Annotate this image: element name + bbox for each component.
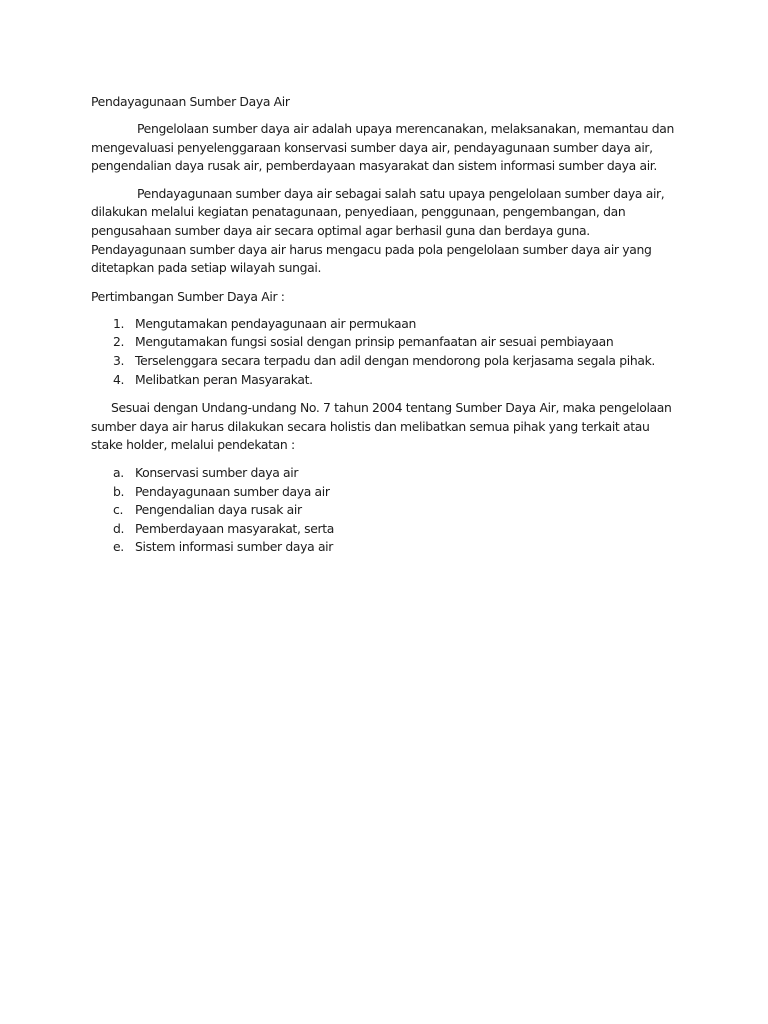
paragraph-text: Sesuai dengan Undang-undang No. 7 tahun 2004 tentang Sumber Daya Air, maka pengelolaan sumber daya air harus dilakukan secara holistis dan melibatkan semua pihak yang terkait atau stake holder, melalui pendekatan :: [91, 400, 672, 453]
list-item-text: Pengendalian daya rusak air: [135, 502, 302, 518]
lettered-list: [91, 464, 681, 557]
paragraph-pengelolaan: [91, 120, 681, 176]
list-item: [91, 538, 681, 557]
list-item: [91, 333, 681, 352]
list-marker: e.: [113, 539, 124, 555]
list-item-text: Pemberdayaan masyarakat, serta: [135, 520, 334, 536]
list-item-text: Pendayagunaan sumber daya air: [135, 483, 330, 499]
list-item-text: Melibatkan peran Masyarakat.: [135, 371, 313, 387]
list-marker: d.: [113, 520, 125, 536]
list-marker: 1.: [113, 315, 125, 331]
document-body: [91, 92, 681, 567]
list-item-text: Konservasi sumber daya air: [135, 464, 299, 480]
paragraph-pendayagunaan: [91, 185, 681, 278]
list-item: [91, 464, 681, 483]
document-title: Pendayagunaan Sumber Daya Air: [91, 94, 290, 109]
list-marker: 4.: [113, 371, 125, 387]
list-item-text: Sistem informasi sumber daya air: [135, 539, 334, 555]
list-item: [91, 371, 681, 390]
paragraph-undang-undang: [91, 399, 681, 455]
list-item: [91, 315, 681, 334]
list-marker: 2.: [113, 334, 125, 350]
list-item: [91, 352, 681, 371]
list-marker: a.: [113, 464, 124, 480]
list-item: [91, 501, 681, 520]
paragraph-text: Pengelolaan sumber daya air adalah upaya merencanakan, melaksanakan, memantau dan mengevaluasi penyelenggaraan konservasi sumber daya air, pendayagunaan sumber daya air, pengendalian daya rusak air, pemberdayaan masyarakat dan sistem informasi sumber daya air.: [91, 121, 674, 174]
list-marker: 3.: [113, 352, 125, 368]
list-marker: b.: [113, 483, 125, 499]
list-item-text: Mengutamakan fungsi sosial dengan prinsip pemanfaatan air sesuai pembiayaan: [135, 334, 614, 350]
list-marker: c.: [113, 502, 124, 518]
paragraph-text: Pendayagunaan sumber daya air sebagai salah satu upaya pengelolaan sumber daya air, dilakukan melalui kegiatan penatagunaan, penyediaan, penggunaan, pengembangan, dan pengusahaan sumber daya air secara optimal agar berhasil guna dan berdaya guna. Pendayagunaan sumber daya air harus mengacu pada pola pengelolaan sumber daya air yang ditetapkan pada setiap wilayah sungai.: [91, 185, 665, 276]
list-item-text: Mengutamakan pendayagunaan air permukaan: [135, 315, 416, 331]
list-item: [91, 520, 681, 539]
numbered-list: [91, 315, 681, 389]
list-item-text: Terselenggara secara terpadu dan adil dengan mendorong pola kerjasama segala pihak.: [135, 352, 655, 368]
list-item: [91, 483, 681, 502]
section-subheading: Pertimbangan Sumber Daya Air :: [91, 288, 285, 304]
